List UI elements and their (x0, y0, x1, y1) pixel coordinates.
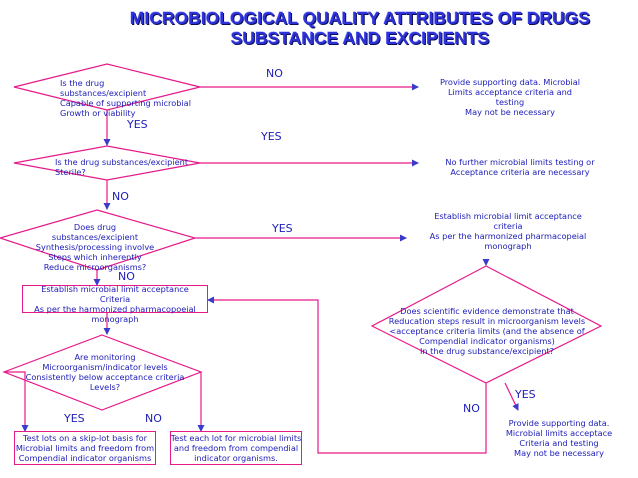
result-establish-limits-2: Establish microbial limit acceptance Criteria As per the harmonized pharmacopoeial monograph (34, 284, 196, 324)
label-yes-4: YES (515, 388, 536, 401)
question-growth-viability: Is the drug substances/excipient Capable of supporting microbial Growth or viability (60, 78, 191, 118)
label-no-4: NO (463, 402, 480, 415)
connector-q5-b2 (4, 372, 25, 431)
label-yes-1: YES (127, 118, 148, 131)
question-reduce-microorganisms: Does drug substances/excipient Synthesis/processing involve Steps which inherently Reduce microorganisms? (35, 222, 155, 272)
label-yes-2: YES (261, 130, 282, 143)
label-no-1: NO (266, 67, 283, 80)
question-monitoring-levels: Are monitoring Microorganism/indicator levels Consistently below acceptance criteria Levels? (25, 352, 185, 392)
question-sterile: Is the drug substances/excipient Sterile? (55, 157, 189, 177)
result-skip-lot-testing: Test lots on a skip-lot basis for Microbial limits and freedom from Compendial indicator organisms (15, 433, 155, 463)
result-establish-limits-1: Establish microbial limit acceptance criteria As per the harmonized pharmacopeial monograph (429, 211, 587, 251)
result-supporting-data-1: Provide supporting data. Microbial Limits acceptance criteria and testing May not be necessary (439, 77, 581, 117)
result-supporting-data-2: Provide supporting data. Microbial limits acceptace Criteria and testing May not be necessary (505, 418, 613, 458)
result-no-further-testing: No further microbial limits testing or Acceptance criteria are necessary (445, 157, 595, 177)
label-no-3: NO (118, 270, 135, 283)
label-no-2: NO (112, 190, 129, 203)
label-yes-3: YES (272, 222, 293, 235)
title-line-2: SUBSTANCE AND EXCIPIENTS (230, 28, 490, 48)
label-yes-5: YES (64, 412, 85, 425)
label-no-5: NO (145, 412, 162, 425)
page-title (60, 8, 638, 48)
title-line-1: MICROBIOLOGICAL QUALITY ATTRIBUTES OF DRUGS (129, 8, 591, 28)
result-each-lot-testing: Test each lot for microbial limits and freedom from compendial indicator organisms. (170, 433, 302, 463)
question-scientific-evidence: Does scientific evidence demonstrate that Reducation steps result in microorganism levels <acceptance criteria limits (and the absence of Compendial indicator organisms) In the drug substance/excipient? (388, 306, 586, 356)
